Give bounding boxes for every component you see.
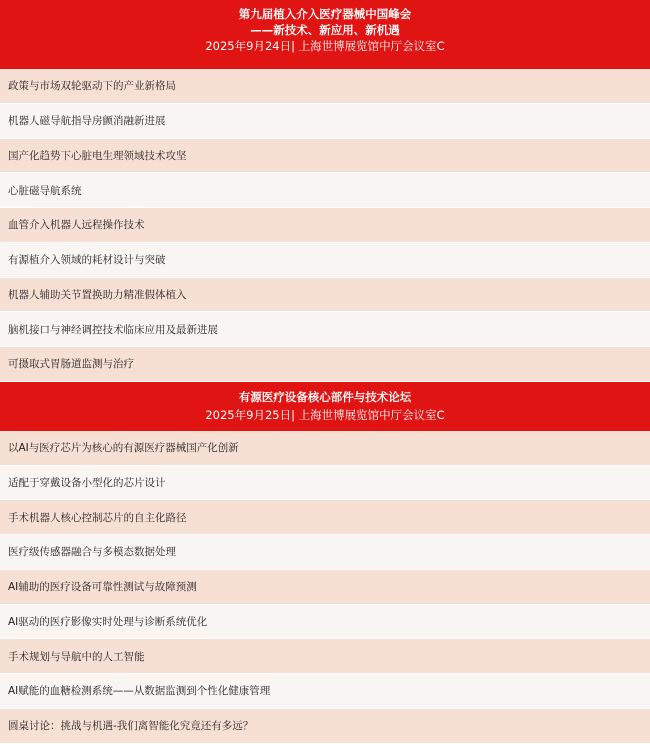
topic-row: 圆桌讨论：挑战与机遇-我们离智能化究竟还有多远？: [0, 709, 650, 744]
section-date-venue: 2025年9月24日| 上海世博展览馆中厅会议室C: [205, 39, 445, 53]
section-header: [0, 0, 650, 69]
topic-row: 适配于穿戴设备小型化的芯片设计: [0, 466, 650, 501]
topic-row: 手术机器人核心控制芯片的自主化路径: [0, 500, 650, 535]
topic-row: 血管介入机器人远程操作技术: [0, 208, 650, 243]
topic-row: 机器人磁导航指导房颤消融新进展: [0, 104, 650, 139]
topic-row: 有源植介入领域的耗材设计与突破: [0, 243, 650, 278]
topic-row: 手术规划与导航中的人工智能: [0, 639, 650, 674]
topic-row: AI赋能的血糖检测系统——从数据监测到个性化健康管理: [0, 674, 650, 709]
topic-row: 机器人辅助关节置换助力精准假体植入: [0, 278, 650, 313]
topic-row: 医疗级传感器融合与多模态数据处理: [0, 535, 650, 570]
section-date-venue: 2025年9月25日| 上海世博展览馆中厅会议室C: [205, 407, 445, 422]
section-title: 第九届植入介入医疗器械中国峰会: [238, 7, 412, 21]
topic-row: 国产化趋势下心脏电生理领域技术攻坚: [0, 139, 650, 174]
topic-row: AI驱动的医疗影像实时处理与诊断系统优化: [0, 605, 650, 640]
topic-row: 可摄取式胃肠道监测与治疗: [0, 347, 650, 382]
topic-row: 政策与市场双轮驱动下的产业新格局: [0, 69, 650, 104]
topic-list: [0, 69, 650, 382]
topic-row: 以AI与医疗芯片为核心的有源医疗器械国产化创新: [0, 431, 650, 466]
topic-row: 心脏磁导航系统: [0, 173, 650, 208]
topic-row: AI辅助的医疗设备可靠性测试与故障预测: [0, 570, 650, 605]
section-subtitle: ——新技术、新应用、新机遇: [250, 23, 400, 37]
topic-list: [0, 431, 650, 744]
section-title: 有源医疗设备核心部件与技术论坛: [238, 389, 412, 404]
topic-row: 脑机接口与神经调控技术临床应用及最新进展: [0, 312, 650, 347]
section-header: [0, 382, 650, 431]
